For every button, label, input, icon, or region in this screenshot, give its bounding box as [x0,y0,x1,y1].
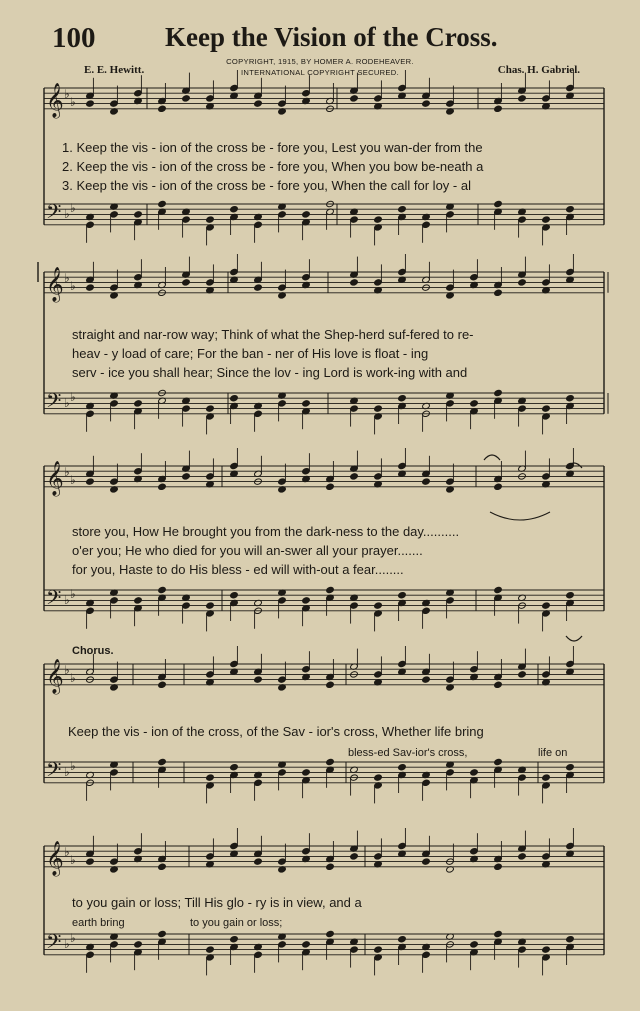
bass-clef: 𝄢 [46,758,62,786]
note-head [86,284,95,291]
lyric-line-verse2: 2. Keep the vis - ion of the cross be - fore you, When you bow be-neath a [62,159,484,174]
treble-clef: 𝄞 [46,83,64,118]
note-head [86,478,95,485]
note-head [542,946,551,953]
note-head [494,105,503,112]
note-head [158,930,167,937]
note-head [326,863,335,870]
flat-sign: ♭ [70,279,76,293]
chorus-alt-lyric: to you gain or loss; [190,917,283,929]
note-head [302,597,311,604]
note-head [302,769,311,776]
note-head [302,941,311,948]
note-head [206,405,215,412]
note-head [422,478,431,485]
fermata [484,455,500,460]
flat-sign: ♭ [70,390,76,404]
flat-sign: ♭ [70,201,76,215]
note-head [470,769,479,776]
note-head [158,200,167,207]
chorus-alt-lyric: life on [538,747,568,759]
note-head [566,764,575,771]
lyric-line-verse1: store you, How He brought you from the dark-ness to the day.......... [72,524,460,539]
lyric-line-verse3: serv - ice you shall hear; Since the lov - ing Lord is work-ing with and [72,365,468,380]
music-composer: Chas. H. Gabriel. [497,64,580,76]
note-head [398,936,407,943]
note-head [494,863,503,870]
tie [490,512,550,520]
flat-sign: ♭ [70,759,76,773]
lyric-line-verse2: o'er you; He who died for you will an-swer all your prayer....... [72,543,423,558]
note-head [134,597,143,604]
treble-clef: 𝄞 [46,659,64,694]
treble-clef: 𝄞 [46,461,64,496]
treble-clef: 𝄞 [46,267,64,302]
note-head [158,483,167,490]
note-head [206,602,215,609]
note-head [398,395,407,402]
flat-sign: ♭ [64,845,70,859]
note-head [494,389,503,396]
flat-sign: ♭ [64,465,70,479]
bass-clef: 𝄢 [46,200,62,228]
note-head [374,405,383,412]
note-head [326,586,335,593]
chorus-label: Chorus. [72,645,114,657]
note-head [302,211,311,218]
note-head [158,758,167,765]
note-head [422,676,431,683]
note-head [566,395,575,402]
note-head [494,681,503,688]
note-head [254,858,263,865]
note-head [542,602,551,609]
note-head [206,946,215,953]
note-head [230,395,239,402]
note-head [182,279,191,286]
note-head [494,586,503,593]
lyric-line-verse1: 1. Keep the vis - ion of the cross be - fore you, Lest you wan-der from the [62,140,483,155]
note-head [518,671,527,678]
flat-sign: ♭ [64,593,70,607]
flat-sign: ♭ [64,207,70,221]
lyric-line-verse3: 3. Keep the vis - ion of the cross be - fore you, When the call for loy - al [62,178,471,193]
note-head [350,279,359,286]
note-head [374,946,383,953]
flat-sign: ♭ [70,853,76,867]
note-head [230,592,239,599]
note-head [398,206,407,213]
note-head [542,216,551,223]
note-head [470,400,479,407]
note-head [158,863,167,870]
note-head [182,473,191,480]
hymn-title: Keep the Vision of the Cross. [165,22,498,52]
note-head [86,100,95,107]
note-head [254,284,263,291]
note-head [182,95,191,102]
note-head [398,764,407,771]
note-head [470,941,479,948]
hymn-number: 100 [52,22,96,54]
note-head [326,758,335,765]
note-head [158,681,167,688]
note-head [326,483,335,490]
note-head [374,774,383,781]
flat-sign: ♭ [70,473,76,487]
note-head [254,676,263,683]
treble-clef: 𝄞 [46,841,64,876]
note-head [422,100,431,107]
note-head [134,941,143,948]
fermata [566,636,582,641]
note-head [158,586,167,593]
note-head [326,930,335,937]
note-head [518,853,527,860]
note-head [86,858,95,865]
note-head [206,774,215,781]
note-head [206,216,215,223]
note-head [158,105,167,112]
note-head [398,592,407,599]
flat-sign: ♭ [70,671,76,685]
flat-sign: ♭ [64,765,70,779]
lyric-line-verse2: heav - y load of care; For the ban - ner of His love is float - ing [72,346,429,361]
note-head [494,758,503,765]
flat-sign: ♭ [70,587,76,601]
chorus-lyric-line: Keep the vis - ion of the cross, of the Sav - ior's cross, Whether life bring [68,724,484,739]
flat-sign: ♭ [64,937,70,951]
note-head [230,936,239,943]
note-head [518,279,527,286]
note-head [542,405,551,412]
flat-sign: ♭ [64,663,70,677]
note-head [494,200,503,207]
note-head [494,289,503,296]
note-head [566,936,575,943]
lyric-line-verse1: straight and nar-row way; Think of what the Shep-herd suf-fered to re- [72,327,474,342]
note-head [422,858,431,865]
note-head [230,764,239,771]
note-head [230,206,239,213]
bass-clef: 𝄢 [46,389,62,417]
flat-sign: ♭ [64,271,70,285]
copyright-line: COPYRIGHT, 1915, BY HOMER A. RODEHEAVER. [226,57,414,66]
flat-sign: ♭ [70,95,76,109]
words-author: E. E. Hewitt. [84,64,145,76]
flat-sign: ♭ [70,931,76,945]
note-head [494,930,503,937]
note-head [566,206,575,213]
chorus-alt-lyric: earth bring [72,917,125,929]
lyric-line-verse3: for you, Haste to do His bless - ed will with-out a fear........ [72,562,404,577]
bass-clef: 𝄢 [46,930,62,958]
note-head [566,592,575,599]
note-head [374,602,383,609]
note-head [350,95,359,102]
note-head [350,473,359,480]
note-head [134,400,143,407]
note-head [374,216,383,223]
note-head [518,95,527,102]
flat-sign: ♭ [64,396,70,410]
note-head [326,681,335,688]
note-head [302,400,311,407]
copyright-line: INTERNATIONAL COPYRIGHT SECURED. [241,68,399,77]
note-head [542,774,551,781]
flat-sign: ♭ [64,87,70,101]
chorus-alt-lyric: bless-ed Sav-ior's cross, [348,747,468,759]
note-head [494,483,503,490]
bass-clef: 𝄢 [46,586,62,614]
note-head [254,100,263,107]
note-head [134,211,143,218]
note-head [350,853,359,860]
chorus-lyric-line: to you gain or loss; Till His glo - ry is in view, and a [72,895,362,910]
